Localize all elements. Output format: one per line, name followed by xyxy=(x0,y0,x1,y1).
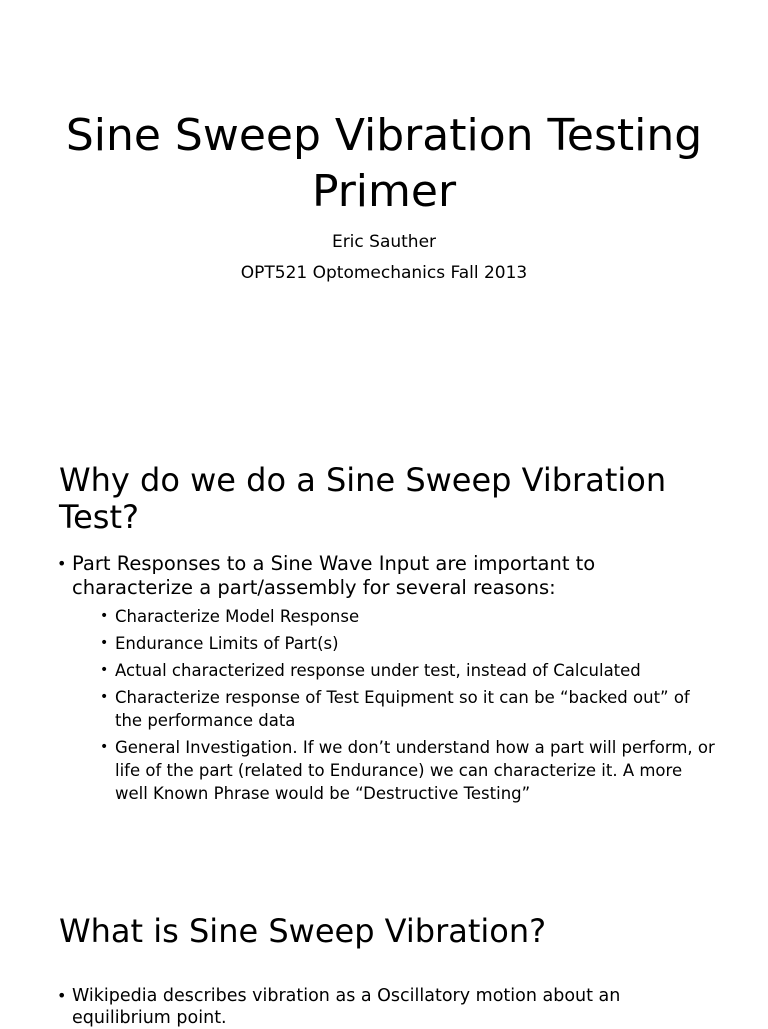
author-name: Eric Sauther xyxy=(331,232,437,252)
course-name: OPT521 Optomechanics Fall 2013 xyxy=(240,263,528,283)
sub-bullet-item: • Characterize response of Test Equipment so it can be “backed out” of the performance data xyxy=(100,686,719,732)
bullet-list xyxy=(59,985,719,1029)
bullet-list xyxy=(59,552,719,805)
bullet-item: • Wikipedia describes vibration as a Oscillatory motion about an equilibrium point. xyxy=(59,985,719,1029)
slide-heading: Why do we do a Sine Sweep Vibration Test? xyxy=(59,461,667,536)
bullet-text: Part Responses to a Sine Wave Input are important to characterize a part/assembly for several reasons: xyxy=(72,552,596,599)
presentation-title: Sine Sweep Vibration Testing Primer xyxy=(65,110,703,217)
title-slide xyxy=(0,0,768,420)
sub-bullet-item: • Characterize Model Response xyxy=(100,605,719,628)
bullet-item xyxy=(59,552,719,805)
slide-heading: What is Sine Sweep Vibration? xyxy=(59,912,547,950)
sub-bullet-item: • General Investigation. If we don’t understand how a part will perform, or life of the part (related to Endurance) we can characterize it. A more well Known Phrase would be “Destructive Testing” xyxy=(100,736,719,805)
sub-bullet-list xyxy=(72,605,719,805)
sub-bullet-item: • Endurance Limits of Part(s) xyxy=(100,632,719,655)
sub-bullet-item: • Actual characterized response under test, instead of Calculated xyxy=(100,659,719,682)
